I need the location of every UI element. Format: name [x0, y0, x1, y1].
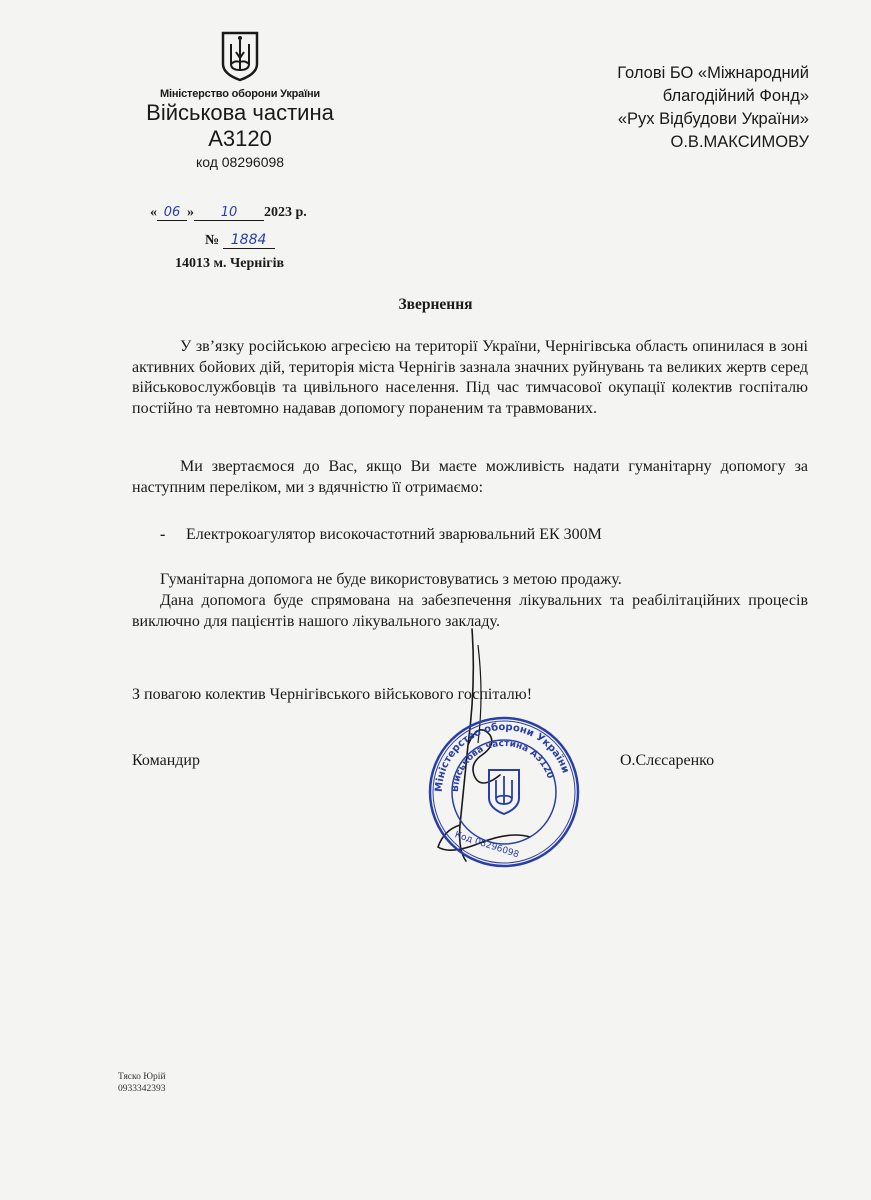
closing-line: З повагою колектив Чернігівського військового госпіталю! — [132, 686, 533, 703]
list-item — [160, 526, 602, 544]
paragraph: Ми звертаємося до Вас, якщо Ви маєте можливість надати гуманітарну допомогу за наступним переліком, ми з вдячністю її отримаємо: — [132, 458, 808, 496]
sender-city: 14013 м. Чернігів — [175, 256, 285, 271]
list-bullet: - — [160, 526, 166, 543]
sender-block — [130, 30, 350, 170]
date-year: 2023 р. — [264, 205, 307, 220]
stamp-trident-icon — [489, 770, 519, 814]
executor-phone: 0933342393 — [118, 1084, 166, 1094]
unit-name: Військова частина — [146, 100, 334, 125]
addressee-line: благодійний Фонд» — [662, 87, 809, 105]
signer-name: О.Слєсаренко — [620, 752, 715, 769]
date-day: 06 — [157, 205, 187, 221]
addressee-line: Голові БО «Міжнародний — [617, 64, 809, 82]
signer-position: Командир — [132, 752, 200, 769]
stamp-outer-text: Міністерство оборони України — [433, 721, 571, 793]
number-label: № — [205, 233, 220, 248]
unit-number: А3120 — [208, 126, 272, 151]
stamp-inner-text: Військова частина А3120 — [450, 738, 555, 793]
letter-date — [150, 205, 307, 221]
svg-text:Військова частина А3120 — [451, 739, 555, 792]
list-item-text: Електрокоагулятор високочастотний зварювальний ЕК 300М — [186, 526, 602, 543]
date-close-quote: » — [187, 205, 194, 220]
addressee-name: О.В.МАКСИМОВУ — [670, 133, 809, 151]
executor-block — [118, 1071, 166, 1095]
executor-name: Тяско Юрій — [118, 1072, 166, 1082]
date-month: 10 — [194, 205, 264, 221]
paragraph: Дана допомога буде спрямована на забезпечення лікувальних та реабілітаційних процесів виключно для пацієнтів нашого лікувального закладу. — [132, 592, 808, 630]
number-value: 1884 — [223, 232, 275, 249]
paragraph: Гуманітарна допомога не буде використовуватись з метою продажу. — [160, 571, 622, 588]
addressee-line: «Рух Відбудови України» — [617, 110, 809, 128]
date-open-quote: « — [150, 205, 157, 220]
coat-of-arms-icon — [220, 30, 260, 82]
stamp-code-text: Код 08296098 — [453, 830, 521, 861]
letter-number — [205, 232, 275, 249]
addressee-block — [509, 62, 809, 154]
ministry-name: Міністерство оборони України — [160, 88, 320, 100]
letter-title: Звернення — [398, 296, 473, 313]
official-stamp — [424, 712, 584, 872]
unit-code: код 08296098 — [195, 154, 285, 170]
paragraph: У зв’язку російською агресією на території України, Чернігівська область опинилася в зоні активних бойових дій, територія міста Чернігів зазнала значних руйнувань та великих жертв серед військовослужбовців та цивільного населення. Під час тимчасової окупації колектив госпіталю постійно та невтомно надавав допомогу пораненим та травмованих. — [132, 338, 808, 417]
